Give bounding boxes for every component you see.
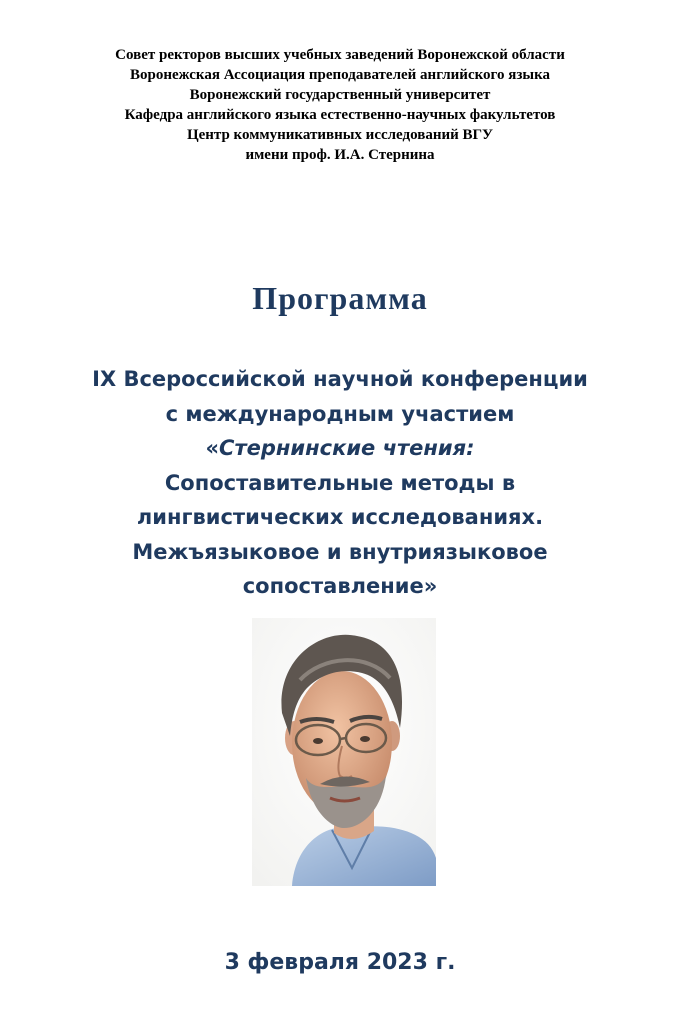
organizer-line: Воронежский государственный университет	[189, 87, 491, 103]
organizer-line: имени проф. И.А. Стернина	[245, 147, 435, 163]
program-title: Программа	[252, 280, 428, 316]
conference-line: сопоставление»	[242, 574, 438, 598]
organizer-line: Воронежская Ассоциация преподавателей английского языка	[130, 67, 550, 83]
open-quote: «	[205, 436, 220, 460]
conference-name-italic: Стернинские чтения:	[219, 436, 475, 460]
portrait-photo	[252, 618, 436, 886]
conference-line: лингвистических исследованиях.	[136, 505, 544, 529]
organizer-line: Совет ректоров высших учебных заведений Воронежской области	[115, 47, 565, 63]
conference-line: IX Всероссийской научной конференции	[92, 367, 588, 391]
organizer-line: Центр коммуникативных исследований ВГУ	[186, 127, 494, 143]
conference-line: Межъязыковое и внутриязыковое	[132, 539, 548, 564]
conference-title	[0, 362, 680, 604]
conference-line: Сопоставительные методы в	[164, 470, 516, 495]
conference-line: с международным участием	[165, 401, 515, 426]
organizers-header	[0, 45, 680, 165]
conference-line	[0, 431, 680, 466]
conference-date: 3 февраля 2023 г.	[224, 950, 456, 975]
organizer-line: Кафедра английского языка естественно-научных факультетов	[124, 107, 556, 123]
